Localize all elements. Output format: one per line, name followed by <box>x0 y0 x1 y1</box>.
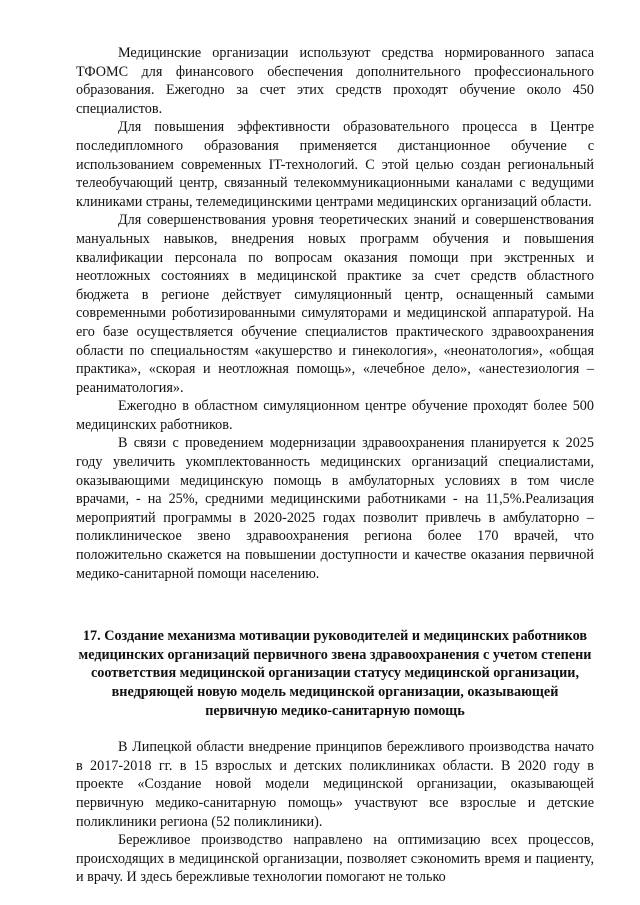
paragraph-distance-learning: Для повышения эффективности образовательного процесса в Центре последипломного образования применяется дистанционное обучение с использованием современных IT-технологий. С этой целью создан региональный телеобучающий центр, связанный телекоммуникационными каналами с ведущими клиниками страны, телемедицинскими центрами медицинских организаций области. <box>76 119 594 210</box>
heading-spacer <box>76 720 594 738</box>
paragraph-lean-production-start: В Липецкой области внедрение принципов бережливого производства начато в 2017-2018 гг. в 15 взрослых и детских поликлиниках области. В 2020 году в проекте «Создание новой модели медицинской организации, оказывающей первичную медико-санитарную помощь» участвуют все взрослые и детские поликлиники региона (52 поликлиники). <box>76 739 594 830</box>
paragraph-modernization-plan: В связи с проведением модернизации здравоохранения планируется к 2025 году увеличить укомплектованность медицинских организаций специалистами, оказывающими медицинскую помощь в амбулаторных условиях в том числе врачами, - на 25%, средними медицинскими работниками - на 11,5%.Реализация мероприятий программы в 2020-2025 годах позволит привлечь в амбулаторно – поликлиническое звено здравоохранения региона более 170 врачей, что положительно скажется на повышении доступности и качестве оказания первичной медико-санитарной помощи населению. <box>76 435 594 582</box>
paragraph-lean-production-goal: Бережливое производство направлено на оптимизацию всех процессов, происходящих в медицинской организации, позволяет сэкономить время и пациенту, и врачу. И здесь бережливые технологии помогают не только <box>76 832 594 886</box>
document-page <box>76 44 594 887</box>
paragraph-tfoms-funding: Медицинские организации используют средства нормированного запаса ТФОМС для финансового обеспечения дополнительного профессионального образования. Ежегодно за счет этих средств проходят обучение около 450 специалистов. <box>76 45 594 117</box>
section-heading: 17. Создание механизма мотивации руководителей и медицинских работников медицинских организаций первичного звена здравоохранения с учетом степени соответствия медицинской организации статусу медицинской организации, внедряющей новую модель медицинской организации, оказывающей первичную медико-санитарную помощь <box>78 628 592 719</box>
paragraph-annual-training: Ежегодно в областном симуляционном центре обучение проходят более 500 медицинских работников. <box>76 398 594 433</box>
section-spacer <box>76 583 594 627</box>
paragraph-simulation-center: Для совершенствования уровня теоретических знаний и совершенствования мануальных навыков, внедрения новых программ обучения и повышения квалификации персонала по вопросам оказания помощи при экстренных и неотложных состояниях в медицинской практике за счет средств областного бюджета в регионе действует симуляционный центр, оснащенный самыми современными роботизированными симуляторами и медицинской аппаратурой. На его базе осуществляется обучение специалистов практического здравоохранения области по специальностям «акушерство и гинекология», «неонатология», «общая практика», «скорая и неотложная помощь», «лечебное дело», «анестезиология – реаниматология». <box>76 212 594 396</box>
